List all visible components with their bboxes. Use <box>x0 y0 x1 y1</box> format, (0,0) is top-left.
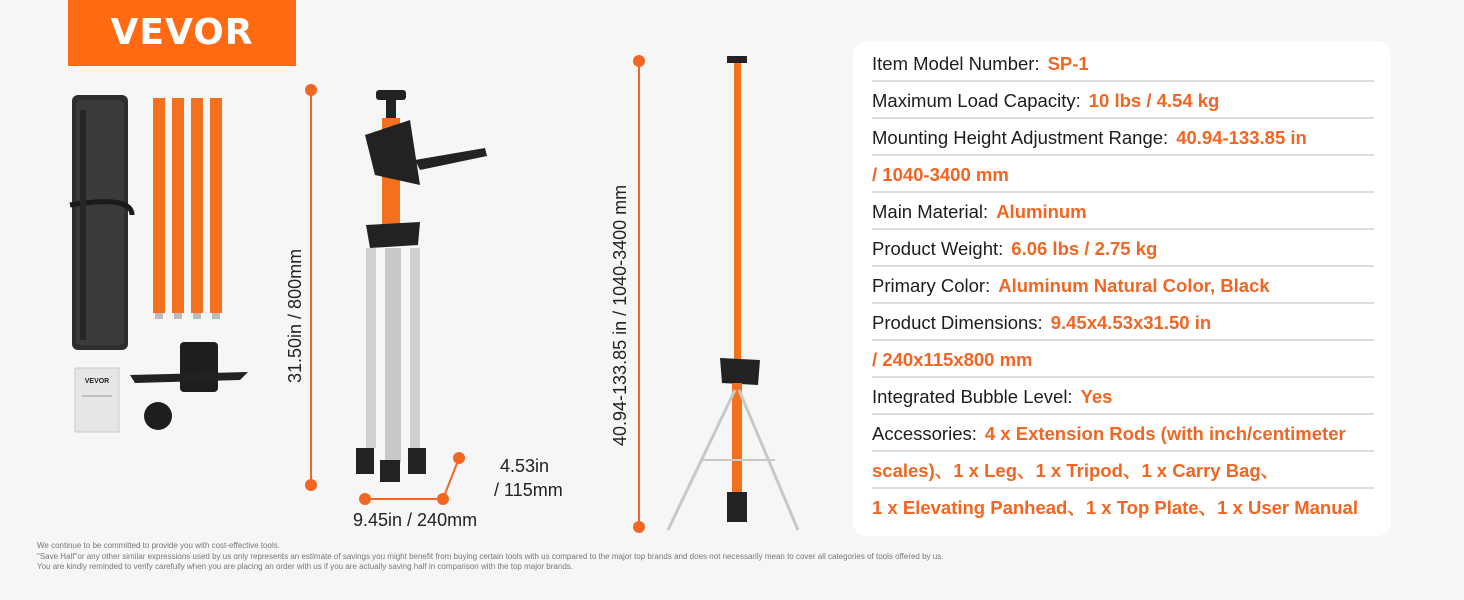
spec-label: Mounting Height Adjustment Range: <box>872 127 1169 148</box>
spec-value: 9.45x4.53x31.50 in <box>1050 312 1212 333</box>
extension-rods-image <box>153 98 222 319</box>
width-label: 9.45in / 240mm <box>353 510 478 530</box>
spec-label: Integrated Bubble Level: <box>872 386 1073 407</box>
height-dimension-line <box>305 84 317 491</box>
depth-label-line2: / 115mm <box>494 480 563 500</box>
top-plate-image <box>144 402 172 430</box>
spec-label: Maximum Load Capacity: <box>872 90 1081 111</box>
spec-row-accessories <box>872 415 1374 452</box>
spec-value: 4 x Extension Rods (with inch/centimeter <box>984 423 1346 444</box>
extended-height-dimension-line <box>633 55 645 533</box>
manual-brand-text: VEVOR <box>84 378 110 385</box>
spec-value: Aluminum <box>996 201 1087 222</box>
brand-logo-text: VEVOR <box>110 12 254 53</box>
folded-tripod-image <box>356 90 487 482</box>
elevating-panhead-image <box>130 342 248 392</box>
spec-row-dimensions <box>872 304 1374 341</box>
spec-value: scales)、1 x Leg、1 x Tripod、1 x Carry Bag、 <box>872 460 1280 481</box>
spec-row-weight <box>872 230 1374 267</box>
disclaimer-line: You are kindly reminded to verify carefully when you are placing an order with us if you are actually saving half in comparison with the top major brands. <box>37 562 573 571</box>
spec-value: 10 lbs / 4.54 kg <box>1088 90 1220 111</box>
spec-label: Main Material: <box>872 201 989 222</box>
spec-value: 1 x Elevating Panhead、1 x Top Plate、1 x User Manual <box>872 497 1358 518</box>
spec-value: / 240x115x800 mm <box>872 349 1033 370</box>
spec-label: Accessories: <box>872 423 977 444</box>
spec-row-bubble-level <box>872 378 1374 415</box>
depth-label-line1: 4.53in <box>500 456 550 476</box>
spec-value: 6.06 lbs / 2.75 kg <box>1011 238 1158 259</box>
depth-dimension-line <box>443 452 465 499</box>
spec-value: Aluminum Natural Color, Black <box>998 275 1270 296</box>
spec-row-color <box>872 267 1374 304</box>
carry-bag-image <box>70 95 132 350</box>
spec-row-model <box>872 45 1374 82</box>
spec-value: SP-1 <box>1047 53 1089 74</box>
extended-height-label: 40.94-133.85 in / 1040-3400 mm <box>610 184 630 446</box>
spec-panel <box>853 41 1391 536</box>
spec-row-accessories-cont <box>872 452 1374 489</box>
spec-label: Product Weight: <box>872 238 1004 259</box>
spec-label: Item Model Number: <box>872 53 1040 74</box>
folded-height-label: 31.50in / 800mm <box>285 248 305 383</box>
spec-value: / 1040-3400 mm <box>872 164 1009 185</box>
disclaimer <box>37 541 943 573</box>
width-dimension-line <box>359 493 449 505</box>
spec-row-height-range-cont <box>872 156 1374 193</box>
user-manual-image <box>75 368 119 432</box>
spec-row-height-range <box>872 119 1374 156</box>
extended-pole-image <box>668 56 798 530</box>
spec-row-accessories-cont-2 <box>872 489 1374 526</box>
disclaimer-line: We continue to be committed to provide you with cost-effective tools. <box>37 541 280 550</box>
spec-label: Primary Color: <box>872 275 991 296</box>
spec-row-material <box>872 193 1374 230</box>
spec-row-dimensions-cont <box>872 341 1374 378</box>
spec-value: 40.94-133.85 in <box>1176 127 1307 148</box>
spec-label: Product Dimensions: <box>872 312 1043 333</box>
disclaimer-line: "Save Half"or any other similar expressions used by us only represents an estimate of savings you might benefit from buying certain tools with us compared to the major top brands and does not necessarily mean to cover all categories of tools offered by us. <box>37 551 944 561</box>
spec-row-load <box>872 82 1374 119</box>
spec-value: Yes <box>1080 386 1113 407</box>
